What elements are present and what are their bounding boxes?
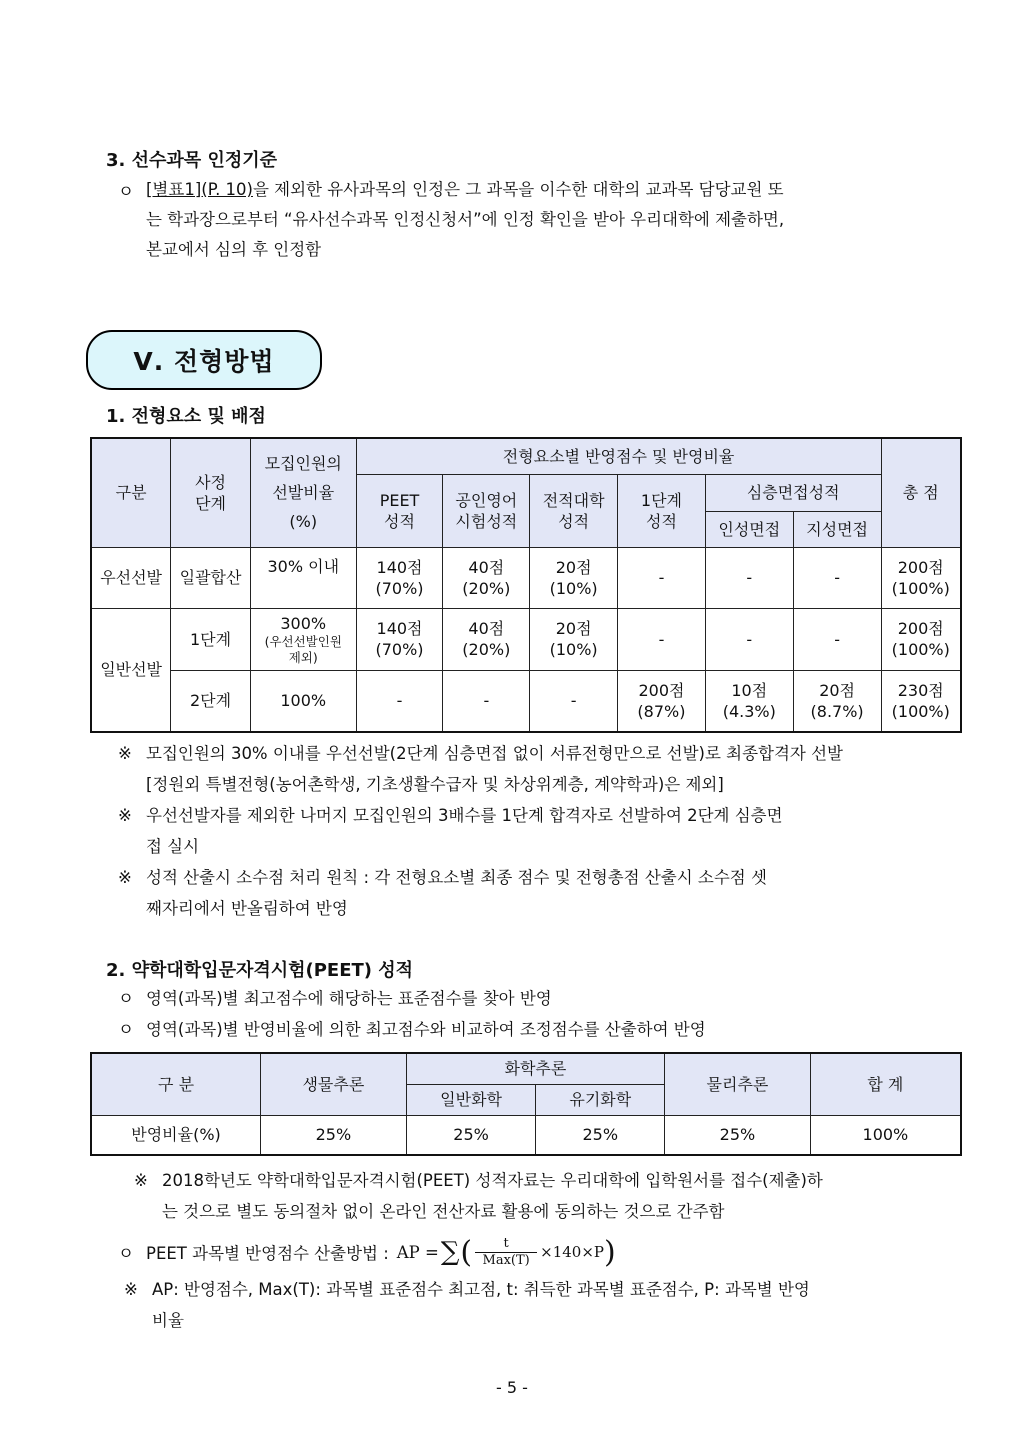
- subsection-heading: 1. 전형요소 및 배점: [106, 406, 266, 427]
- table-row: 2단계 100% - - - 200점 (87%) 10점 (4.3%) 20점 (8.7%) 230점 (100%): [91, 670, 961, 732]
- table-row: 일반선발 1단계 300% (우선선발인원 제외) 140점 (70%) 40점 (20%) 20점 (10%) - - - 200점 (100%): [91, 608, 961, 670]
- formula-legend-note: ※ AP: 반영점수, Max(T): 과목별 표준점수 최고점, t: 취득한 과목별 표준점수, P: 과목별 반영 비율: [124, 1274, 964, 1336]
- header-gubun: 구분: [91, 438, 171, 547]
- table-row: 반영비율(%) 25% 25% 25% 25% 100%: [91, 1115, 961, 1155]
- header-ratio: 모집인원의 선발비율 (%): [250, 438, 356, 547]
- header-chemistry: 화학추론: [406, 1053, 664, 1084]
- selection-score-table: [90, 437, 962, 733]
- header-biology: 생물추론: [261, 1053, 407, 1115]
- peet-bullets: ㅇ 영역(과목)별 최고점수에 해당하는 표준점수를 찾아 반영 ㅇ 영역(과목)별 반영비율에 의한 최고점수와 비교하여 조정점수를 산출하여 반영: [118, 983, 958, 1045]
- header-elements: 전형요소별 반영점수 및 반영비율: [356, 438, 881, 474]
- header-organic-chemistry: 유기화학: [536, 1084, 665, 1115]
- header-general-chemistry: 일반화학: [406, 1084, 536, 1115]
- bullet-mark: ㅇ: [118, 1020, 134, 1039]
- header-physics: 물리추론: [665, 1053, 811, 1115]
- header-english: 공인영어 시험성적: [443, 474, 530, 547]
- bullet-mark: ㅇ: [118, 182, 134, 201]
- header-gubun: 구 분: [91, 1053, 261, 1115]
- section3-paragraph: [별표1](P. 10)을 제외한 유사과목의 인정은 그 과목을 이수한 대학의 교과목 담당교원 또 는 학과장으로부터 “유사선수과목 인정신청서”에 인정 확인을 받아 우리대학에 제출하면, 본교에서 심의 후 인정함: [146, 180, 785, 259]
- left-paren: (: [460, 1234, 473, 1270]
- subsection-heading: 2. 약학대학입문자격시험(PEET) 성적: [106, 960, 414, 981]
- table1-notes: ※ 모집인원의 30% 이내를 우선선발(2단계 심층면접 없이 서류전형만으로 선발)로 최종합격자 선발 [정원외 특별전형(농어촌학생, 기초생활수급자 및 차상위계층, 계약학과)은 제외] ※ 우선선발자를 제외한 나머지 모집인원의 3배수를 1단계 합격자로 선발하여 2단계 심층면 접 실시 ※ 성적 산출시 소수점 처리 원칙 : 각 전형요소별 최종 점수 및 전형총점 산출시 소수점 셋 째자리에서 반올림하여 반영: [118, 738, 958, 924]
- header-total: 총 점: [881, 438, 961, 547]
- formula-lhs: AP =: [396, 1242, 439, 1262]
- note-mark: ※: [124, 1280, 138, 1299]
- header-peet: PEET 성적: [356, 474, 443, 547]
- formula-line: ㅇ PEET 과목별 반영점수 산출방법 : AP = ∑ ( t Max(T) ×140×P ): [118, 1234, 616, 1270]
- header-intellect: 지성면접: [793, 511, 881, 547]
- peet-consent-note: ※ 2018학년도 약학대학입문자격시험(PEET) 성적자료는 우리대학에 입학원서를 접수(제출)하 는 것으로 별도 동의절차 없이 온라인 전산자료 활용에 동의하는 것으로 간주함: [134, 1165, 954, 1227]
- peet-ratio-table: [90, 1052, 962, 1156]
- header-step: 사정 단계: [171, 438, 251, 547]
- header-sum: 합 계: [810, 1053, 961, 1115]
- note-mark: ※: [118, 744, 132, 763]
- note-mark: ※: [118, 806, 132, 825]
- note-mark: ※: [118, 868, 132, 887]
- bullet-mark: ㅇ: [118, 1244, 134, 1263]
- section-heading: 3. 선수과목 인정기준: [106, 150, 277, 171]
- right-paren: ): [604, 1234, 616, 1270]
- fraction: t Max(T): [475, 1236, 537, 1269]
- appendix-link[interactable]: [별표1](P. 10): [146, 180, 253, 199]
- sum-symbol: ∑: [440, 1237, 460, 1267]
- general-selection-label: 일반선발: [91, 608, 171, 732]
- bullet-mark: ㅇ: [118, 989, 134, 1008]
- chapter-title: Ⅴ. 전형방법: [86, 330, 322, 390]
- header-prev-univ: 전적대학 성적: [530, 474, 618, 547]
- header-personality: 인성면접: [705, 511, 793, 547]
- note-mark: ※: [134, 1171, 148, 1190]
- table-row: 우선선발 일괄합산 30% 이내 140점 (70%) 40점 (20%) 20점 (10%) - - - 200점 (100%): [91, 547, 961, 608]
- page-number: - 5 -: [496, 1378, 528, 1397]
- header-interview: 심층면접성적: [705, 474, 881, 511]
- header-stage1: 1단계 성적: [618, 474, 706, 547]
